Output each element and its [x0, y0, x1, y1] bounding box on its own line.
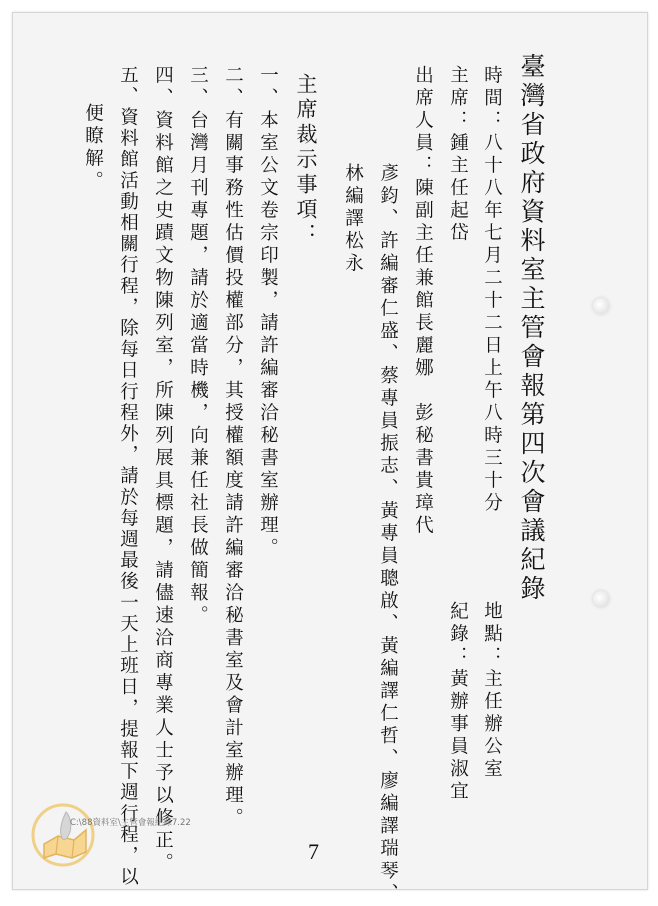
attendees-line-3: 林編譯松永: [342, 163, 364, 276]
meta-time: 時間：八十八年七月二十二日上午八時三十分: [481, 65, 503, 515]
meta-recorder: 紀錄：黃辦事員淑宜: [447, 601, 469, 804]
archive-seal-logo: [28, 800, 98, 870]
attendees-line-1: 出席人員：陳副主任兼館長麗娜 彭秘書貴璋代: [412, 65, 434, 538]
meta-place: 地點：主任辦公室: [481, 601, 503, 781]
section-heading: 主席裁示事項：: [294, 73, 318, 248]
item-5: 五、資料館活動相關行程，除每日行程外，請於每週最後一天上班日，提報下週行程，以: [117, 65, 139, 888]
item-2: 二、有關事務性估價投權部分，其授權額度請許編審洽秘書室及會計室辦理。: [222, 65, 244, 830]
item-1: 一、本室公文卷宗印製，請許編審洽秘書室辦理。: [257, 65, 279, 560]
item-3: 三、台灣月刊專題，請於適當時機，向兼任社長做簡報。: [187, 65, 209, 628]
item-5-continued: 便瞭解。: [82, 103, 104, 193]
attendees-line-2: 彥鈞、許編審仁盛、蔡專員振志、黃專員聰啟、黃編譯仁哲、廖編譯瑞琴、: [377, 163, 399, 906]
meta-chair: 主席：鍾主任起岱: [447, 65, 469, 245]
binding-hole: [593, 591, 609, 607]
item-4: 四、資料館之史蹟文物陳列室，所陳列展具標題，請儘速洽商專業人士予以修正。: [152, 65, 174, 875]
document-page: [12, 12, 648, 906]
document-title: 臺灣省政府資料室主管會報第四次會議紀錄: [517, 53, 546, 604]
stamp-path-text: C:\88資料室\主管會報紀錄7.22: [70, 818, 191, 828]
binding-hole: [593, 298, 609, 314]
page-number: 7: [308, 839, 319, 864]
